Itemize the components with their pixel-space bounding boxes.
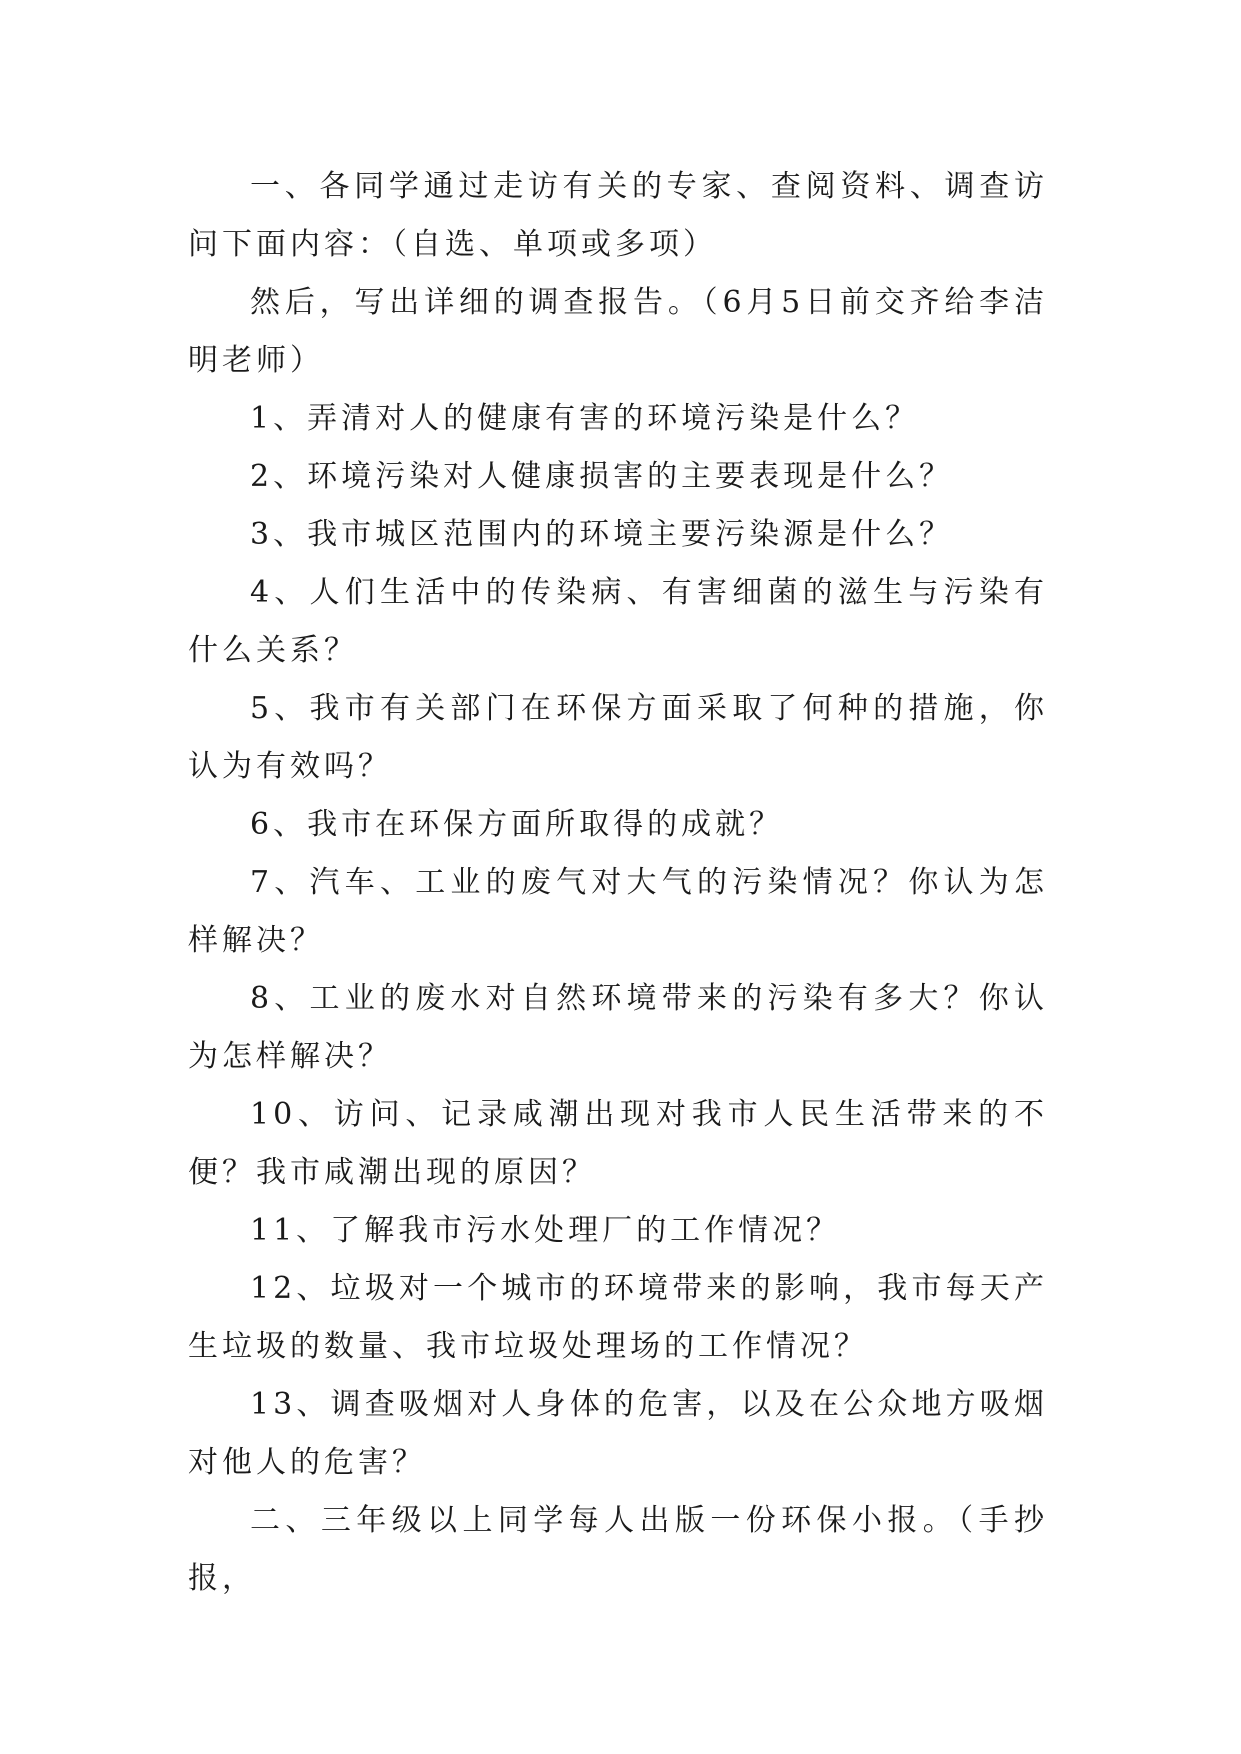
list-item: 1、弄清对人的健康有害的环境污染是什么？: [250, 401, 920, 436]
list-item: 2、环境污染对人健康损害的主要表现是什么？: [250, 459, 954, 494]
list-item: 8、工业的废水对自然环境带来的污染有多大？你认为怎样解决？: [188, 981, 1048, 1074]
list-item: 13、调查吸烟对人身体的危害，以及在公众地方吸烟对他人的危害？: [188, 1387, 1048, 1480]
list-item: 3、我市城区范围内的环境主要污染源是什么？: [250, 517, 954, 552]
list-item: 6、我市在环保方面所取得的成就？: [250, 807, 784, 842]
list-item: 11、了解我市污水处理厂的工作情况？: [250, 1213, 841, 1248]
list-item: 7、汽车、工业的废气对大气的污染情况？你认为怎样解决？: [188, 865, 1048, 958]
list-item: 5、我市有关部门在环保方面采取了何种的措施，你认为有效吗？: [188, 691, 1048, 784]
list-item: 12、垃圾对一个城市的环境带来的影响，我市每天产生垃圾的数量、我市垃圾处理场的工作情况？: [188, 1271, 1048, 1364]
document-body: [188, 158, 1048, 1608]
paragraph-report-deadline: 然后，写出详细的调查报告。（6月5日前交齐给李洁明老师）: [188, 285, 1048, 378]
paragraph-newspaper-task: 二、三年级以上同学每人出版一份环保小报。（手抄报，: [188, 1503, 1048, 1596]
list-item: 10、访问、记录咸潮出现对我市人民生活带来的不便？我市咸潮出现的原因？: [188, 1097, 1048, 1190]
list-item: 4、人们生活中的传染病、有害细菌的滋生与污染有什么关系？: [188, 575, 1048, 668]
paragraph-survey-intro: 一、各同学通过走访有关的专家、查阅资料、调查访问下面内容：（自选、单项或多项）: [188, 169, 1048, 262]
